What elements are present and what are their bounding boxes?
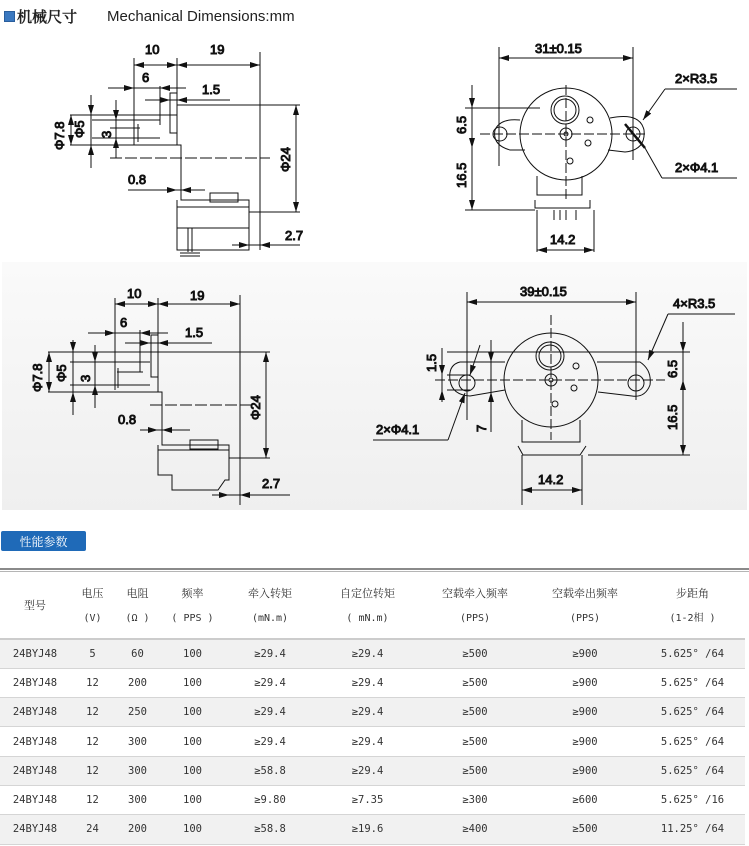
performance-params-tab[interactable]: 性能参数 xyxy=(1,531,86,551)
table-row: 24BYJ48 12 300 100 ≥58.8 ≥29.4 ≥500 ≥900 5.625° /64 xyxy=(0,756,745,785)
col-pull-out-freq: 空载牵出频率 (PPS) xyxy=(530,574,640,639)
dim-phi7-8: Φ7.8 xyxy=(52,121,67,150)
col-frequency: 频率 ( PPS ) xyxy=(160,574,225,639)
table-header-row xyxy=(0,574,745,639)
table-row: 24BYJ48 24 200 100 ≥58.8 ≥19.6 ≥400 ≥500 11.25° /64 xyxy=(0,815,745,844)
table-row: 24BYJ48 12 250 100 ≥29.4 ≥29.4 ≥500 ≥900 5.625° /64 xyxy=(0,698,745,727)
drawing-bottom xyxy=(2,262,747,510)
dim-phi5: Φ5 xyxy=(72,120,87,138)
dim-phi5: Φ5 xyxy=(54,364,69,382)
dim-14-2: 14.2 xyxy=(538,472,564,487)
col-pull-in-freq: 空载牵入频率 (PPS) xyxy=(420,574,530,639)
dim-1-5: 1.5 xyxy=(424,353,439,372)
col-step-angle: 步距角 (1-2相 ) xyxy=(640,574,745,639)
dim-10: 10 xyxy=(145,42,160,57)
side-view-top xyxy=(52,42,303,256)
dim-6: 6 xyxy=(142,70,150,85)
dim-16-5: 16.5 xyxy=(665,404,680,430)
dim-6: 6 xyxy=(120,315,128,330)
table-row: 24BYJ48 12 300 100 ≥29.4 ≥29.4 ≥500 ≥900 5.625° /64 xyxy=(0,727,745,756)
col-resistance: 电阻 (Ω ) xyxy=(115,574,160,639)
dim-19: 19 xyxy=(190,288,205,303)
front-view-top xyxy=(454,41,737,252)
table-row: 24BYJ48 12 300 100 ≥9.80 ≥7.35 ≥300 ≥600 5.625° /16 xyxy=(0,785,745,814)
title-en: Mechanical Dimensions:mm xyxy=(107,7,295,25)
table-row: 24BYJ48 12 200 100 ≥29.4 ≥29.4 ≥500 ≥900 5.625° /64 xyxy=(0,668,745,697)
dim-3: 3 xyxy=(78,374,93,382)
col-pull-in-torque: 牵入转矩 (mN.m) xyxy=(225,574,315,639)
dim-phi24: Φ24 xyxy=(248,395,263,420)
dim-2-7: 2.7 xyxy=(262,476,281,491)
side-view-bottom xyxy=(30,286,290,505)
drawing-top xyxy=(0,30,749,260)
col-voltage: 电压 (V) xyxy=(70,574,115,639)
dim-2-7: 2.7 xyxy=(285,228,304,243)
hole-label: 2×Φ4.1 xyxy=(376,422,420,437)
dim-1-5: 1.5 xyxy=(202,82,221,97)
dim-16-5: 16.5 xyxy=(454,162,469,188)
col-detent-torque: 自定位转矩 ( mN.m) xyxy=(315,574,420,639)
table-row: 24BYJ48 5 60 100 ≥29.4 ≥29.4 ≥500 ≥900 5.625° /64 xyxy=(0,639,745,668)
dim-19: 19 xyxy=(210,42,225,57)
dim-6-5: 6.5 xyxy=(454,115,469,134)
blue-square-icon xyxy=(4,11,15,22)
dim-3: 3 xyxy=(99,130,114,138)
dim-0-8: 0.8 xyxy=(118,412,137,427)
col-model: 型号 xyxy=(0,574,70,639)
divider xyxy=(0,568,749,572)
front-view-bottom xyxy=(373,284,735,505)
dim-7: 7 xyxy=(474,424,489,432)
dim-10: 10 xyxy=(127,286,142,301)
dim-phi7-8: Φ7.8 xyxy=(30,363,45,392)
dim-14-2: 14.2 xyxy=(550,232,576,247)
dim-31: 31±0.15 xyxy=(535,41,582,56)
dim-39: 39±0.15 xyxy=(520,284,567,299)
dim-phi24: Φ24 xyxy=(278,147,293,172)
radius-label: 4×R3.5 xyxy=(673,296,716,311)
section-title xyxy=(4,6,295,26)
title-cn: 机械尺寸 xyxy=(17,7,78,26)
dim-0-8: 0.8 xyxy=(128,172,147,187)
spec-table xyxy=(0,574,745,845)
dim-6-5: 6.5 xyxy=(665,359,680,378)
dim-1-5: 1.5 xyxy=(185,325,204,340)
hole-label: 2×Φ4.1 xyxy=(675,160,719,175)
radius-label: 2×R3.5 xyxy=(675,71,718,86)
